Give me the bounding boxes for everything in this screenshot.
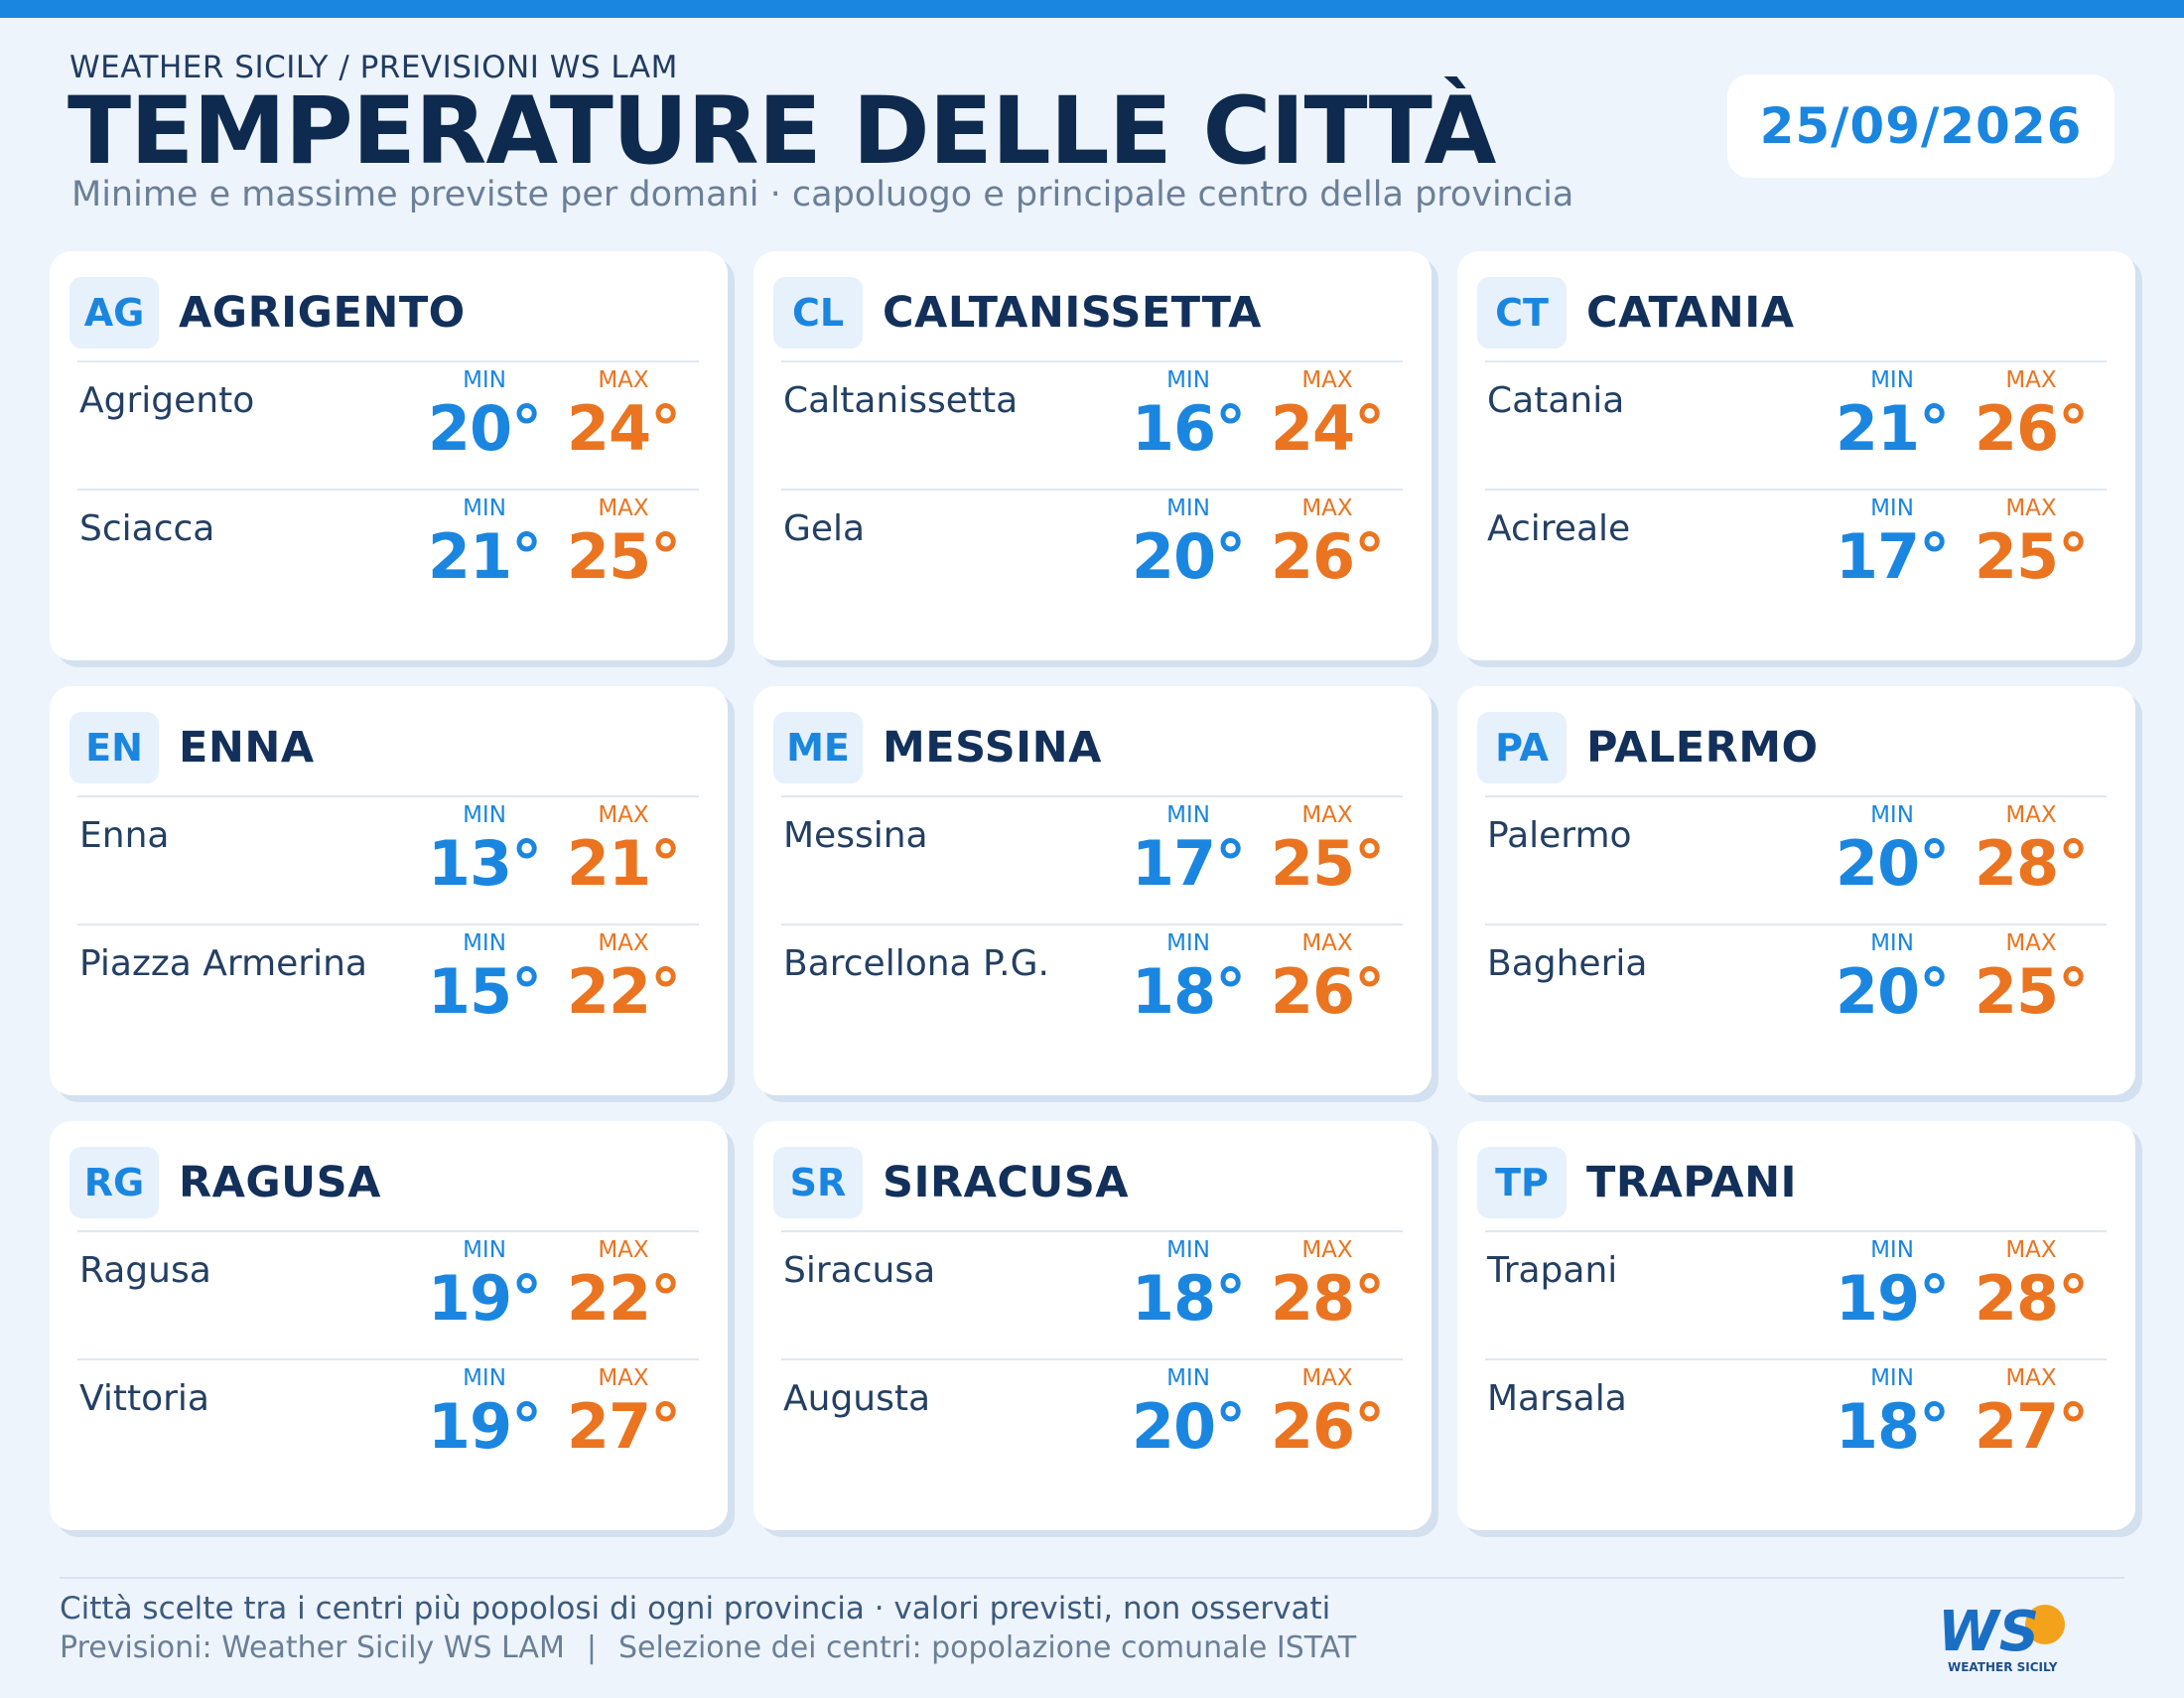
max-label: MAX bbox=[1301, 367, 1353, 393]
min-value: 16° bbox=[1131, 392, 1246, 465]
min-label: MIN bbox=[1870, 1365, 1914, 1391]
max-value: 27° bbox=[566, 1390, 681, 1463]
logo-caption: WEATHER SICILY bbox=[1948, 1660, 2058, 1674]
province-card-sr bbox=[753, 1121, 1432, 1530]
city-row bbox=[77, 1358, 699, 1487]
max-value: 24° bbox=[1270, 392, 1385, 465]
province-card-ag bbox=[50, 251, 728, 660]
card-header bbox=[1477, 277, 1795, 349]
min-value: 20° bbox=[1835, 955, 1950, 1028]
province-name: MESSINA bbox=[883, 723, 1102, 773]
max-temp bbox=[1263, 495, 1392, 592]
province-card-pa bbox=[1457, 686, 2135, 1095]
card-header bbox=[773, 712, 1102, 783]
min-label: MIN bbox=[1870, 495, 1914, 521]
max-value: 26° bbox=[1270, 955, 1385, 1028]
province-card-en bbox=[50, 686, 728, 1095]
page-subtitle: Minime e massime previste per domani · capoluogo e principale centro della provincia bbox=[71, 175, 1574, 214]
max-temp bbox=[1263, 801, 1392, 899]
header-kicker: WEATHER SICILY / PREVISIONI WS LAM bbox=[69, 50, 678, 85]
max-value: 26° bbox=[1974, 392, 2089, 465]
max-value: 22° bbox=[566, 1262, 681, 1335]
min-temp bbox=[1124, 1236, 1253, 1334]
max-value: 24° bbox=[566, 392, 681, 465]
max-temp bbox=[1263, 1236, 1392, 1334]
min-value: 21° bbox=[1835, 392, 1950, 465]
logo-letters: WS bbox=[1938, 1600, 2040, 1664]
min-label: MIN bbox=[1870, 930, 1914, 956]
min-temp bbox=[1124, 929, 1253, 1027]
city-row bbox=[781, 489, 1403, 618]
city-name: Gela bbox=[783, 508, 866, 549]
max-temp bbox=[1967, 366, 2096, 464]
max-value: 28° bbox=[1974, 1262, 2089, 1335]
max-temp bbox=[1263, 1364, 1392, 1462]
max-temp bbox=[1967, 1236, 2096, 1334]
city-name: Siracusa bbox=[783, 1250, 936, 1291]
province-code-badge: PA bbox=[1477, 712, 1567, 783]
max-temp bbox=[1967, 929, 2096, 1027]
min-value: 18° bbox=[1131, 955, 1246, 1028]
max-label: MAX bbox=[2005, 1365, 2057, 1391]
city-row bbox=[77, 923, 699, 1053]
province-name: PALERMO bbox=[1586, 723, 1819, 773]
max-temp bbox=[559, 1364, 688, 1462]
province-code-badge: CT bbox=[1477, 277, 1567, 349]
max-temp bbox=[1967, 495, 2096, 592]
province-card-ct bbox=[1457, 251, 2135, 660]
date-badge bbox=[1727, 74, 2115, 178]
min-temp bbox=[1828, 366, 1957, 464]
max-value: 21° bbox=[566, 827, 681, 900]
min-temp bbox=[420, 1236, 549, 1334]
max-temp bbox=[559, 801, 688, 899]
card-header bbox=[1477, 1147, 1797, 1218]
max-label: MAX bbox=[2005, 802, 2057, 828]
max-temp bbox=[1263, 929, 1392, 1027]
footer-credits bbox=[60, 1630, 1356, 1665]
min-value: 20° bbox=[1835, 827, 1950, 900]
min-label: MIN bbox=[1870, 802, 1914, 828]
min-temp bbox=[1124, 801, 1253, 899]
city-name: Bagheria bbox=[1487, 943, 1648, 984]
min-label: MIN bbox=[463, 802, 506, 828]
min-temp bbox=[420, 1364, 549, 1462]
min-label: MIN bbox=[1870, 1237, 1914, 1263]
province-card-tp bbox=[1457, 1121, 2135, 1530]
city-row bbox=[781, 1230, 1403, 1359]
city-row bbox=[77, 1230, 699, 1359]
min-label: MIN bbox=[1870, 367, 1914, 393]
province-name: SIRACUSA bbox=[883, 1158, 1130, 1207]
min-label: MIN bbox=[463, 367, 506, 393]
card-header bbox=[69, 277, 466, 349]
province-name: CATANIA bbox=[1586, 288, 1795, 338]
max-label: MAX bbox=[1301, 802, 1353, 828]
max-value: 28° bbox=[1270, 1262, 1385, 1335]
max-temp bbox=[559, 366, 688, 464]
min-label: MIN bbox=[463, 1365, 506, 1391]
max-label: MAX bbox=[2005, 367, 2057, 393]
province-code-badge: ME bbox=[773, 712, 863, 783]
city-name: Sciacca bbox=[79, 508, 215, 549]
max-label: MAX bbox=[598, 1237, 649, 1263]
city-name: Piazza Armerina bbox=[79, 943, 367, 984]
min-label: MIN bbox=[1166, 367, 1210, 393]
min-temp bbox=[420, 495, 549, 592]
province-code-badge: RG bbox=[69, 1147, 159, 1218]
max-label: MAX bbox=[598, 802, 649, 828]
province-code-badge: EN bbox=[69, 712, 159, 783]
min-temp bbox=[420, 929, 549, 1027]
footer-source: Previsioni: Weather Sicily WS LAM bbox=[60, 1630, 565, 1665]
max-value: 26° bbox=[1270, 1390, 1385, 1463]
city-name: Augusta bbox=[783, 1378, 931, 1419]
city-row bbox=[1485, 795, 2107, 924]
weather-sicily-logo bbox=[1934, 1597, 2073, 1676]
min-temp bbox=[1124, 1364, 1253, 1462]
city-row bbox=[1485, 923, 2107, 1053]
max-label: MAX bbox=[598, 495, 649, 521]
province-name: CALTANISSETTA bbox=[883, 288, 1262, 338]
min-label: MIN bbox=[1166, 495, 1210, 521]
min-label: MIN bbox=[1166, 930, 1210, 956]
min-label: MIN bbox=[1166, 1237, 1210, 1263]
city-name: Agrigento bbox=[79, 380, 255, 421]
min-label: MIN bbox=[463, 930, 506, 956]
card-header bbox=[773, 1147, 1129, 1218]
max-label: MAX bbox=[2005, 1237, 2057, 1263]
province-name: ENNA bbox=[179, 723, 315, 773]
min-temp bbox=[1124, 366, 1253, 464]
card-header bbox=[69, 1147, 381, 1218]
city-name: Caltanissetta bbox=[783, 380, 1019, 421]
province-card-cl bbox=[753, 251, 1432, 660]
city-row bbox=[1485, 1230, 2107, 1359]
min-value: 15° bbox=[427, 955, 542, 1028]
max-value: 25° bbox=[1270, 827, 1385, 900]
min-value: 19° bbox=[427, 1390, 542, 1463]
max-value: 25° bbox=[1974, 955, 2089, 1028]
city-name: Trapani bbox=[1487, 1250, 1618, 1291]
footer-note: Città scelte tra i centri più popolosi di ogni provincia · valori previsti, non osservati bbox=[60, 1591, 1331, 1627]
max-label: MAX bbox=[598, 930, 649, 956]
min-value: 19° bbox=[427, 1262, 542, 1335]
max-value: 25° bbox=[1974, 520, 2089, 593]
card-header bbox=[773, 277, 1262, 349]
max-value: 27° bbox=[1974, 1390, 2089, 1463]
min-value: 20° bbox=[1131, 1390, 1246, 1463]
city-name: Palermo bbox=[1487, 815, 1632, 856]
min-temp bbox=[1828, 801, 1957, 899]
province-name: RAGUSA bbox=[179, 1158, 381, 1207]
max-label: MAX bbox=[2005, 495, 2057, 521]
min-temp bbox=[420, 801, 549, 899]
province-code-badge: SR bbox=[773, 1147, 863, 1218]
max-temp bbox=[559, 495, 688, 592]
min-label: MIN bbox=[463, 1237, 506, 1263]
date-text: 25/09/2026 bbox=[1759, 97, 2083, 155]
min-temp bbox=[420, 366, 549, 464]
max-label: MAX bbox=[1301, 930, 1353, 956]
province-name: TRAPANI bbox=[1586, 1158, 1798, 1207]
page-title: TEMPERATURE DELLE CITTÀ bbox=[68, 77, 1496, 186]
max-value: 25° bbox=[566, 520, 681, 593]
province-code-badge: TP bbox=[1477, 1147, 1567, 1218]
footer-selection: Selezione dei centri: popolazione comunale ISTAT bbox=[617, 1630, 1357, 1665]
province-code-badge: CL bbox=[773, 277, 863, 349]
min-value: 17° bbox=[1835, 520, 1950, 593]
city-name: Ragusa bbox=[79, 1250, 211, 1291]
min-label: MIN bbox=[1166, 802, 1210, 828]
min-value: 21° bbox=[427, 520, 542, 593]
card-header bbox=[1477, 712, 1819, 783]
province-code-badge: AG bbox=[69, 277, 159, 349]
min-label: MIN bbox=[463, 495, 506, 521]
city-name: Marsala bbox=[1487, 1378, 1627, 1419]
min-temp bbox=[1828, 1364, 1957, 1462]
max-label: MAX bbox=[598, 1365, 649, 1391]
min-value: 18° bbox=[1131, 1262, 1246, 1335]
max-value: 28° bbox=[1974, 827, 2089, 900]
city-name: Enna bbox=[79, 815, 170, 856]
min-value: 19° bbox=[1835, 1262, 1950, 1335]
footer-separator: | bbox=[586, 1630, 597, 1665]
city-row bbox=[1485, 489, 2107, 618]
max-temp bbox=[1967, 1364, 2096, 1462]
min-temp bbox=[1828, 495, 1957, 592]
min-value: 20° bbox=[427, 392, 542, 465]
max-value: 26° bbox=[1270, 520, 1385, 593]
max-label: MAX bbox=[2005, 930, 2057, 956]
city-row bbox=[781, 1358, 1403, 1487]
city-name: Acireale bbox=[1487, 508, 1631, 549]
city-row bbox=[1485, 1358, 2107, 1487]
max-temp bbox=[1967, 801, 2096, 899]
min-label: MIN bbox=[1166, 1365, 1210, 1391]
city-row bbox=[77, 360, 699, 490]
min-value: 20° bbox=[1131, 520, 1246, 593]
province-name: AGRIGENTO bbox=[179, 288, 466, 338]
city-row bbox=[781, 360, 1403, 490]
city-name: Messina bbox=[783, 815, 928, 856]
min-temp bbox=[1124, 495, 1253, 592]
max-label: MAX bbox=[1301, 1365, 1353, 1391]
city-name: Catania bbox=[1487, 380, 1625, 421]
max-label: MAX bbox=[1301, 495, 1353, 521]
max-label: MAX bbox=[1301, 1237, 1353, 1263]
province-card-rg bbox=[50, 1121, 728, 1530]
max-temp bbox=[559, 1236, 688, 1334]
max-label: MAX bbox=[598, 367, 649, 393]
min-value: 18° bbox=[1835, 1390, 1950, 1463]
min-value: 17° bbox=[1131, 827, 1246, 900]
max-value: 22° bbox=[566, 955, 681, 1028]
max-temp bbox=[559, 929, 688, 1027]
city-name: Vittoria bbox=[79, 1378, 209, 1419]
top-accent-bar bbox=[0, 0, 2184, 18]
province-card-me bbox=[753, 686, 1432, 1095]
city-row bbox=[1485, 360, 2107, 490]
city-row bbox=[781, 795, 1403, 924]
city-row bbox=[77, 795, 699, 924]
max-temp bbox=[1263, 366, 1392, 464]
min-temp bbox=[1828, 929, 1957, 1027]
city-row bbox=[77, 489, 699, 618]
min-value: 13° bbox=[427, 827, 542, 900]
city-name: Barcellona P.G. bbox=[783, 943, 1049, 984]
min-temp bbox=[1828, 1236, 1957, 1334]
card-header bbox=[69, 712, 315, 783]
city-row bbox=[781, 923, 1403, 1053]
footer-divider bbox=[60, 1577, 2124, 1579]
